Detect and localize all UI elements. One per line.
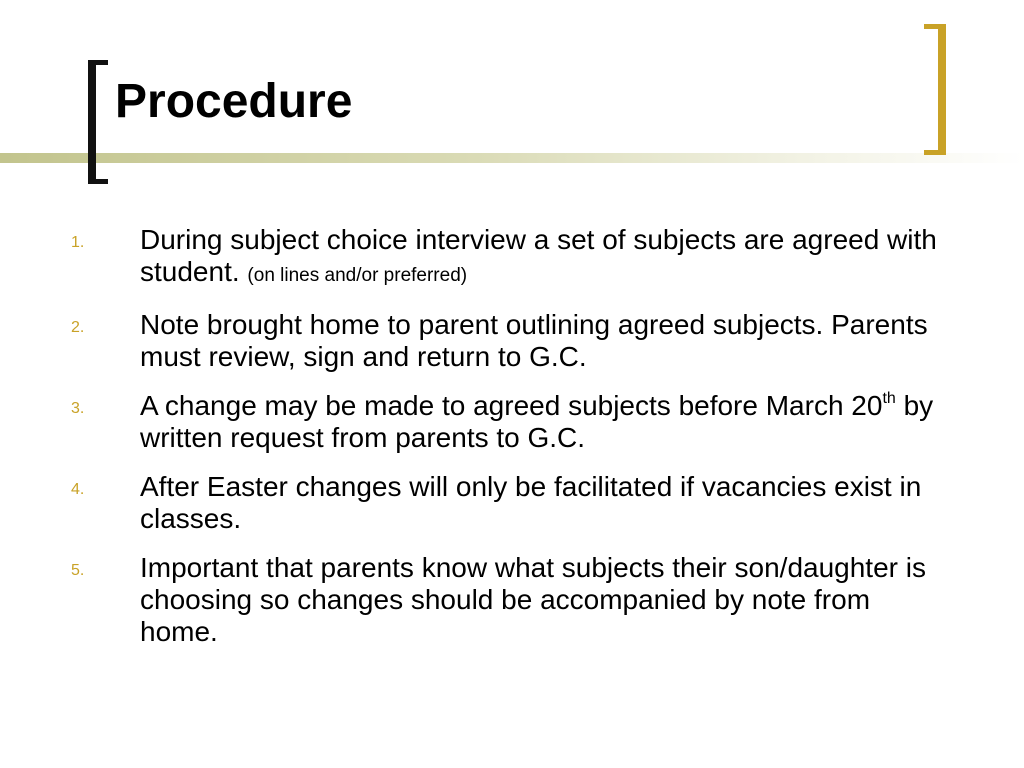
list-item <box>0 471 1024 535</box>
list-item <box>0 390 1024 454</box>
list-item <box>0 552 1024 648</box>
item-note: (on lines and/or preferred) <box>247 265 468 286</box>
right-bracket-decoration <box>924 24 946 155</box>
decorative-band <box>0 153 1024 163</box>
list-item-text: Note brought home to parent outlining agreed subjects. Parents must review, sign and return to G.C. <box>140 309 928 372</box>
item-text-after: by written request from parents to G.C. <box>140 390 934 453</box>
item-main-text: During subject choice interview a set of subjects are agreed with student. <box>140 224 937 287</box>
list-item-text <box>140 224 940 292</box>
left-bracket-decoration <box>88 60 108 184</box>
list-number: 4. <box>71 481 85 498</box>
slide-title: Procedure <box>115 75 353 128</box>
list-number: 5. <box>71 562 85 579</box>
item-text-before: A change may be made to agreed subjects before March 20 <box>140 390 883 421</box>
procedure-list <box>0 224 1024 665</box>
list-item <box>0 309 1024 373</box>
list-item-text: After Easter changes will only be facilitated if vacancies exist in classes. <box>140 471 922 534</box>
ordinal-superscript: th <box>882 389 896 407</box>
list-number: 3. <box>71 400 85 417</box>
list-item <box>0 224 1024 292</box>
list-number: 1. <box>71 234 85 251</box>
list-number: 2. <box>71 319 85 336</box>
list-item-text <box>140 390 940 454</box>
list-item-text: Important that parents know what subjects their son/daughter is choosing so changes should be accompanied by note from home. <box>140 552 926 647</box>
